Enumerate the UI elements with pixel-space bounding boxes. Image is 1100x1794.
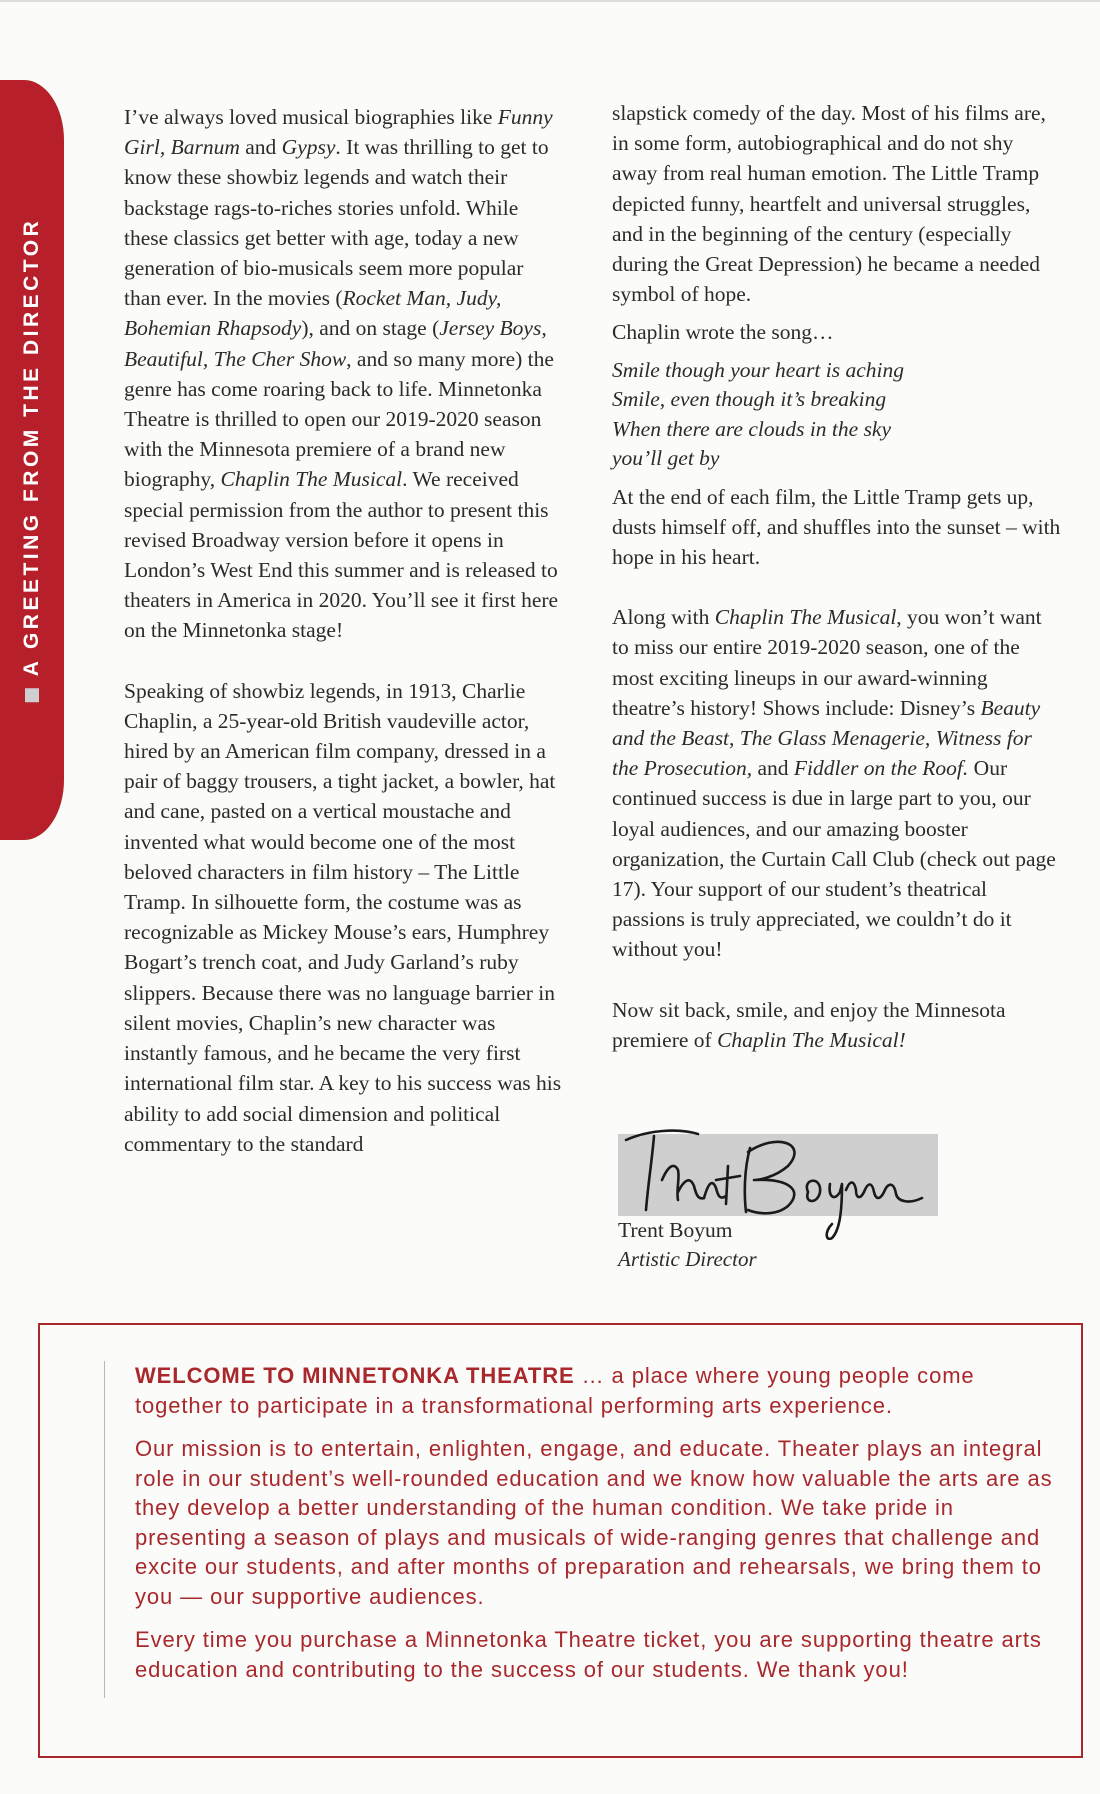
- welcome-content: [104, 1361, 1055, 1698]
- section-title: A GREETING FROM THE DIRECTOR: [20, 217, 43, 677]
- letter-paragraph-1: I’ve always loved musical biographies like Funny Girl, Barnum and Gypsy. It was thrilling to get to know these showbiz legends and watch their backstage rags-to-riches stories unfold. While these classics get better with age, today a new generation of bio-musicals seem more popular than ever. In the movies (Rocket Man, Judy, Bohemian Rhapsody), and on stage (Jersey Boys, Beautiful, The Cher Show, and so many more) the genre has come roaring back to life. Minnetonka Theatre is thrilled to open our 2019-2020 season with the Minnesota premiere of a brand new biography, Chaplin The Musical. We received special permission from the author to present this revised Broadway version before it opens in London’s West End this summer and is released to theaters in America in 2020. You’ll see it first here on the Minnetonka stage!: [124, 105, 559, 643]
- letter-right-column: [612, 98, 1062, 1085]
- section-tab: [0, 80, 64, 840]
- letter-paragraph-6: Along with Chaplin The Musical, you won’t want to miss our entire 2019-2020 season, one of the most exciting lineups in our award-winning theatre’s history! Shows include: Disney’s Beauty and the Beast, The Glass Menagerie, Witness for the Prosecution, and Fiddler on the Roof. Our continued success is due in large part to you, our loyal audiences, and our amazing booster organization, the Curtain Call Club (check out page 17). Your support of our student’s theatrical passions is truly appreciated, we couldn’t do it without you!: [612, 605, 1056, 962]
- welcome-heading: WELCOME TO MINNETONKA THEATRE: [135, 1363, 575, 1388]
- lyric-line: When there are clouds in the sky: [612, 416, 892, 441]
- welcome-box: [38, 1323, 1083, 1758]
- signature-name: Trent Boyum: [618, 1218, 733, 1242]
- lyric-line: Smile though your heart is aching: [612, 357, 905, 382]
- letter-paragraph-7: Now sit back, smile, and enjoy the Minnesota premiere of Chaplin The Musical!: [612, 997, 1006, 1052]
- top-rule: [0, 0, 1100, 2]
- song-lyrics: [612, 356, 1062, 474]
- welcome-thanks: Every time you purchase a Minnetonka Theatre ticket, you are supporting theatre arts education and contributing to the success of our students. We thank you!: [135, 1627, 1042, 1682]
- letter-paragraph-3: slapstick comedy of the day. Most of his films are, in some form, autobiographical and do not shy away from real human emotion. The Little Tramp depicted funny, heartfelt and universal struggles, and in the beginning of the century (especially during the Great Depression) he became a needed symbol of hope.: [612, 101, 1046, 307]
- letter-paragraph-4: Chaplin wrote the song…: [612, 320, 834, 345]
- welcome-mission: Our mission is to entertain, enlighten, engage, and educate. Theater plays an integral role in our student’s well-rounded education and we know how valuable the arts are as they develop a better understanding of the human condition. We take pride in presenting a season of plays and musicals of wide-ranging genres that challenge and excite our students, and after months of preparation and rehearsals, we bring them to you — our supportive audiences.: [135, 1436, 1053, 1609]
- square-bullet-icon: [25, 688, 39, 702]
- letter-left-column: [124, 102, 564, 1189]
- signature-title: Artistic Director: [618, 1247, 757, 1271]
- lyric-line: Smile, even though it’s breaking: [612, 387, 887, 412]
- letter-paragraph-2: Speaking of showbiz legends, in 1913, Charlie Chaplin, a 25-year-old British vaudeville actor, hired by an American film company, dressed in a pair of baggy trousers, a tight jacket, a bowler, hat and cane, pasted on a vertical moustache and invented what would become one of the most beloved characters in film history – The Little Tramp. In silhouette form, the costume was as recognizable as Mickey Mouse’s ears, Humphrey Bogart’s trench coat, and Judy Garland’s ruby slippers. Because there was no language barrier in silent movies, Chaplin’s new character was instantly famous, and he became the very first international film star. A key to his success was his ability to add social dimension and political commentary to the standard: [124, 678, 562, 1156]
- lyric-line: you’ll get by: [612, 446, 720, 471]
- welcome-intro: WELCOME TO MINNETONKA THEATRE … a place where young people come together to participate in a transformational performing arts experience.: [135, 1363, 975, 1418]
- letter-paragraph-5: At the end of each film, the Little Tramp gets up, dusts himself off, and shuffles into the sunset – with hope in his heart.: [612, 484, 1061, 570]
